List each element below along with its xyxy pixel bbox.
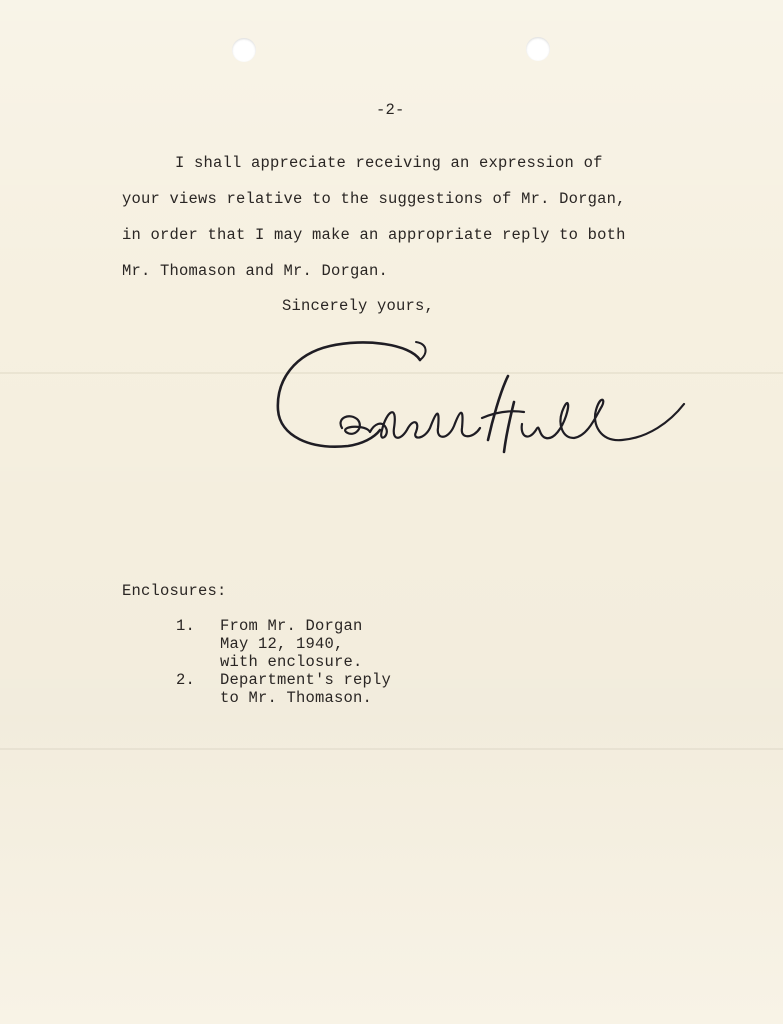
enclosure-2-line-1: Department's reply	[220, 671, 392, 689]
handwritten-signature	[270, 332, 690, 462]
punch-hole-right	[526, 37, 550, 61]
page-number: -2-	[376, 101, 405, 119]
body-line-4: Mr. Thomason and Mr. Dorgan.	[122, 262, 389, 280]
enclosure-2-line-2: to Mr. Thomason.	[220, 689, 373, 707]
body-line-3: in order that I may make an appropriate reply to both	[122, 226, 626, 244]
body-line-1: I shall appreciate receiving an expression of	[175, 154, 603, 172]
punch-hole-left	[232, 38, 256, 62]
complimentary-closing: Sincerely yours,	[282, 297, 435, 315]
enclosure-1-line-1: From Mr. Dorgan	[220, 617, 363, 635]
enclosure-1-line-3: with enclosure.	[220, 653, 363, 671]
enclosure-number-2: 2.	[176, 671, 196, 689]
body-line-2: your views relative to the suggestions of Mr. Dorgan,	[122, 190, 626, 208]
enclosure-number-1: 1.	[176, 617, 196, 635]
paper-fold-line	[0, 748, 783, 750]
enclosure-1-line-2: May 12, 1940,	[220, 635, 344, 653]
enclosures-heading: Enclosures:	[122, 582, 227, 600]
